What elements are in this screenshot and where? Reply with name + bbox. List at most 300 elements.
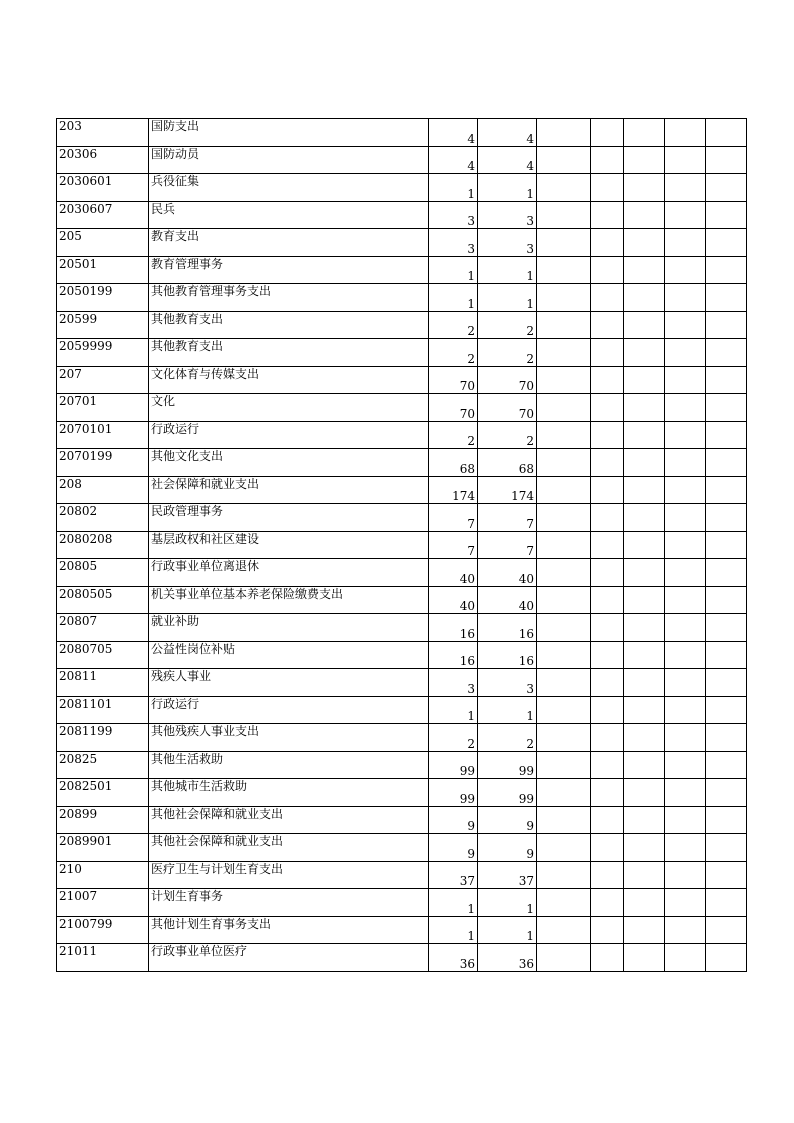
total-amount-cell: 1: [429, 284, 478, 312]
subject-code-cell: 2080208: [57, 531, 149, 559]
empty-cell: [624, 751, 665, 779]
total-amount-cell: 1: [429, 256, 478, 284]
empty-cell: [665, 779, 706, 807]
empty-cell: [624, 531, 665, 559]
total-amount-cell: 40: [429, 586, 478, 614]
subject-name-cell: 社会保障和就业支出: [149, 476, 429, 504]
subject-name-cell: 其他教育管理事务支出: [149, 284, 429, 312]
empty-cell: [591, 284, 624, 312]
table-row: [57, 641, 747, 669]
budget-expenditure-table: [56, 118, 747, 972]
empty-cell: [706, 779, 747, 807]
subject-code-cell: 203: [57, 119, 149, 147]
subject-code-cell: 2082501: [57, 779, 149, 807]
empty-cell: [591, 559, 624, 587]
empty-cell: [665, 256, 706, 284]
empty-cell: [665, 311, 706, 339]
empty-cell: [537, 724, 591, 752]
total-amount-cell: 7: [429, 504, 478, 532]
total-amount-cell: 70: [429, 366, 478, 394]
empty-cell: [624, 669, 665, 697]
subject-code-cell: 2030607: [57, 201, 149, 229]
fiscal-amount-cell: 9: [478, 834, 537, 862]
empty-cell: [624, 366, 665, 394]
empty-cell: [624, 256, 665, 284]
empty-cell: [665, 339, 706, 367]
empty-cell: [665, 889, 706, 917]
table-row: [57, 421, 747, 449]
empty-cell: [537, 916, 591, 944]
empty-cell: [537, 641, 591, 669]
total-amount-cell: 16: [429, 641, 478, 669]
empty-cell: [537, 256, 591, 284]
subject-code-cell: 2100799: [57, 916, 149, 944]
empty-cell: [591, 916, 624, 944]
subject-code-cell: 20501: [57, 256, 149, 284]
empty-cell: [591, 861, 624, 889]
empty-cell: [591, 174, 624, 202]
total-amount-cell: 1: [429, 889, 478, 917]
empty-cell: [706, 119, 747, 147]
empty-cell: [537, 751, 591, 779]
empty-cell: [537, 944, 591, 972]
fiscal-amount-cell: 2: [478, 724, 537, 752]
empty-cell: [665, 449, 706, 477]
empty-cell: [624, 559, 665, 587]
empty-cell: [665, 724, 706, 752]
empty-cell: [591, 669, 624, 697]
subject-code-cell: 208: [57, 476, 149, 504]
empty-cell: [537, 339, 591, 367]
table-row: [57, 146, 747, 174]
table-row: [57, 339, 747, 367]
subject-name-cell: 其他生活救助: [149, 751, 429, 779]
total-amount-cell: 3: [429, 201, 478, 229]
empty-cell: [537, 449, 591, 477]
table-row: [57, 889, 747, 917]
empty-cell: [624, 834, 665, 862]
empty-cell: [537, 174, 591, 202]
total-amount-cell: 37: [429, 861, 478, 889]
empty-cell: [665, 944, 706, 972]
empty-cell: [665, 146, 706, 174]
empty-cell: [665, 559, 706, 587]
subject-name-cell: 就业补助: [149, 614, 429, 642]
empty-cell: [537, 669, 591, 697]
empty-cell: [537, 476, 591, 504]
empty-cell: [706, 586, 747, 614]
subject-name-cell: 其他教育支出: [149, 311, 429, 339]
empty-cell: [537, 504, 591, 532]
subject-code-cell: 21007: [57, 889, 149, 917]
subject-name-cell: 教育管理事务: [149, 256, 429, 284]
empty-cell: [591, 366, 624, 394]
empty-cell: [537, 394, 591, 422]
empty-cell: [665, 641, 706, 669]
subject-name-cell: 残疾人事业: [149, 669, 429, 697]
table-row: [57, 916, 747, 944]
fiscal-amount-cell: 1: [478, 889, 537, 917]
fiscal-amount-cell: 70: [478, 366, 537, 394]
empty-cell: [665, 421, 706, 449]
table-body: [57, 119, 747, 972]
subject-code-cell: 205: [57, 229, 149, 257]
empty-cell: [624, 311, 665, 339]
total-amount-cell: 9: [429, 806, 478, 834]
empty-cell: [591, 311, 624, 339]
table-row: [57, 724, 747, 752]
empty-cell: [591, 449, 624, 477]
fiscal-amount-cell: 16: [478, 614, 537, 642]
fiscal-amount-cell: 99: [478, 751, 537, 779]
empty-cell: [537, 421, 591, 449]
empty-cell: [537, 586, 591, 614]
empty-cell: [591, 146, 624, 174]
subject-code-cell: 20811: [57, 669, 149, 697]
fiscal-amount-cell: 3: [478, 229, 537, 257]
total-amount-cell: 99: [429, 751, 478, 779]
subject-code-cell: 2070101: [57, 421, 149, 449]
subject-name-cell: 教育支出: [149, 229, 429, 257]
fiscal-amount-cell: 99: [478, 779, 537, 807]
empty-cell: [706, 421, 747, 449]
table-row: [57, 476, 747, 504]
empty-cell: [665, 119, 706, 147]
total-amount-cell: 2: [429, 724, 478, 752]
empty-cell: [591, 256, 624, 284]
table-row: [57, 669, 747, 697]
subject-name-cell: 其他教育支出: [149, 339, 429, 367]
fiscal-amount-cell: 1: [478, 284, 537, 312]
table-row: [57, 559, 747, 587]
subject-name-cell: 医疗卫生与计划生育支出: [149, 861, 429, 889]
subject-code-cell: 20599: [57, 311, 149, 339]
subject-name-cell: 国防支出: [149, 119, 429, 147]
empty-cell: [706, 174, 747, 202]
empty-cell: [706, 834, 747, 862]
total-amount-cell: 4: [429, 146, 478, 174]
empty-cell: [624, 476, 665, 504]
empty-cell: [706, 751, 747, 779]
empty-cell: [624, 229, 665, 257]
empty-cell: [624, 146, 665, 174]
subject-code-cell: 210: [57, 861, 149, 889]
empty-cell: [591, 696, 624, 724]
empty-cell: [624, 504, 665, 532]
empty-cell: [624, 916, 665, 944]
fiscal-amount-cell: 3: [478, 201, 537, 229]
fiscal-amount-cell: 2: [478, 421, 537, 449]
empty-cell: [624, 944, 665, 972]
subject-name-cell: 其他社会保障和就业支出: [149, 834, 429, 862]
subject-name-cell: 其他城市生活救助: [149, 779, 429, 807]
empty-cell: [665, 751, 706, 779]
table-row: [57, 449, 747, 477]
subject-code-cell: 2080705: [57, 641, 149, 669]
total-amount-cell: 9: [429, 834, 478, 862]
table-row: [57, 531, 747, 559]
total-amount-cell: 174: [429, 476, 478, 504]
empty-cell: [624, 586, 665, 614]
empty-cell: [591, 641, 624, 669]
empty-cell: [591, 339, 624, 367]
fiscal-amount-cell: 7: [478, 531, 537, 559]
subject-name-cell: 其他计划生育事务支出: [149, 916, 429, 944]
fiscal-amount-cell: 174: [478, 476, 537, 504]
table-row: [57, 174, 747, 202]
empty-cell: [665, 284, 706, 312]
table-row: [57, 614, 747, 642]
empty-cell: [624, 724, 665, 752]
total-amount-cell: 2: [429, 421, 478, 449]
table-row: [57, 229, 747, 257]
empty-cell: [591, 476, 624, 504]
subject-name-cell: 行政事业单位离退休: [149, 559, 429, 587]
subject-name-cell: 公益性岗位补贴: [149, 641, 429, 669]
table-row: [57, 751, 747, 779]
total-amount-cell: 3: [429, 229, 478, 257]
table-row: [57, 586, 747, 614]
empty-cell: [706, 366, 747, 394]
fiscal-amount-cell: 9: [478, 806, 537, 834]
total-amount-cell: 1: [429, 916, 478, 944]
empty-cell: [665, 201, 706, 229]
empty-cell: [591, 586, 624, 614]
empty-cell: [537, 889, 591, 917]
empty-cell: [624, 284, 665, 312]
subject-name-cell: 行政事业单位医疗: [149, 944, 429, 972]
empty-cell: [665, 366, 706, 394]
empty-cell: [624, 696, 665, 724]
table-row: [57, 366, 747, 394]
subject-code-cell: 2081199: [57, 724, 149, 752]
subject-name-cell: 其他社会保障和就业支出: [149, 806, 429, 834]
subject-code-cell: 20825: [57, 751, 149, 779]
total-amount-cell: 70: [429, 394, 478, 422]
empty-cell: [706, 944, 747, 972]
empty-cell: [665, 806, 706, 834]
empty-cell: [706, 669, 747, 697]
table-row: [57, 284, 747, 312]
total-amount-cell: 68: [429, 449, 478, 477]
subject-code-cell: 20306: [57, 146, 149, 174]
subject-code-cell: 2030601: [57, 174, 149, 202]
table-row: [57, 311, 747, 339]
empty-cell: [706, 201, 747, 229]
empty-cell: [591, 779, 624, 807]
total-amount-cell: 40: [429, 559, 478, 587]
fiscal-amount-cell: 68: [478, 449, 537, 477]
fiscal-amount-cell: 40: [478, 559, 537, 587]
fiscal-amount-cell: 2: [478, 311, 537, 339]
total-amount-cell: 99: [429, 779, 478, 807]
empty-cell: [624, 806, 665, 834]
empty-cell: [706, 229, 747, 257]
fiscal-amount-cell: 4: [478, 146, 537, 174]
fiscal-amount-cell: 2: [478, 339, 537, 367]
empty-cell: [706, 394, 747, 422]
empty-cell: [665, 916, 706, 944]
empty-cell: [706, 641, 747, 669]
empty-cell: [665, 614, 706, 642]
empty-cell: [624, 641, 665, 669]
empty-cell: [706, 614, 747, 642]
empty-cell: [706, 311, 747, 339]
table-row: [57, 806, 747, 834]
fiscal-amount-cell: 1: [478, 256, 537, 284]
total-amount-cell: 4: [429, 119, 478, 147]
empty-cell: [537, 559, 591, 587]
empty-cell: [537, 834, 591, 862]
empty-cell: [706, 806, 747, 834]
empty-cell: [624, 614, 665, 642]
fiscal-amount-cell: 7: [478, 504, 537, 532]
fiscal-amount-cell: 40: [478, 586, 537, 614]
empty-cell: [537, 284, 591, 312]
empty-cell: [624, 421, 665, 449]
empty-cell: [591, 889, 624, 917]
subject-code-cell: 20805: [57, 559, 149, 587]
empty-cell: [537, 146, 591, 174]
empty-cell: [537, 119, 591, 147]
subject-name-cell: 文化体育与传媒支出: [149, 366, 429, 394]
subject-name-cell: 民政管理事务: [149, 504, 429, 532]
empty-cell: [624, 339, 665, 367]
empty-cell: [537, 696, 591, 724]
table-row: [57, 201, 747, 229]
fiscal-amount-cell: 36: [478, 944, 537, 972]
empty-cell: [591, 806, 624, 834]
empty-cell: [591, 944, 624, 972]
total-amount-cell: 1: [429, 696, 478, 724]
empty-cell: [591, 119, 624, 147]
empty-cell: [537, 614, 591, 642]
fiscal-amount-cell: 4: [478, 119, 537, 147]
table-row: [57, 696, 747, 724]
subject-code-cell: 2081101: [57, 696, 149, 724]
empty-cell: [624, 201, 665, 229]
subject-code-cell: 20802: [57, 504, 149, 532]
empty-cell: [665, 504, 706, 532]
subject-name-cell: 兵役征集: [149, 174, 429, 202]
empty-cell: [591, 421, 624, 449]
subject-code-cell: 2089901: [57, 834, 149, 862]
empty-cell: [665, 586, 706, 614]
empty-cell: [706, 476, 747, 504]
total-amount-cell: 2: [429, 311, 478, 339]
empty-cell: [706, 284, 747, 312]
table-row: [57, 779, 747, 807]
empty-cell: [591, 394, 624, 422]
empty-cell: [591, 531, 624, 559]
subject-name-cell: 行政运行: [149, 696, 429, 724]
fiscal-amount-cell: 1: [478, 696, 537, 724]
empty-cell: [706, 916, 747, 944]
subject-code-cell: 21011: [57, 944, 149, 972]
fiscal-amount-cell: 70: [478, 394, 537, 422]
empty-cell: [706, 531, 747, 559]
table-row: [57, 834, 747, 862]
subject-name-cell: 机关事业单位基本养老保险缴费支出: [149, 586, 429, 614]
subject-code-cell: 2050199: [57, 284, 149, 312]
subject-code-cell: 20701: [57, 394, 149, 422]
empty-cell: [537, 531, 591, 559]
total-amount-cell: 3: [429, 669, 478, 697]
subject-name-cell: 其他文化支出: [149, 449, 429, 477]
empty-cell: [665, 669, 706, 697]
empty-cell: [624, 174, 665, 202]
table-row: [57, 861, 747, 889]
subject-code-cell: 20899: [57, 806, 149, 834]
empty-cell: [537, 229, 591, 257]
table-row: [57, 394, 747, 422]
empty-cell: [706, 504, 747, 532]
empty-cell: [665, 229, 706, 257]
empty-cell: [624, 119, 665, 147]
empty-cell: [591, 229, 624, 257]
empty-cell: [665, 696, 706, 724]
empty-cell: [706, 889, 747, 917]
subject-name-cell: 民兵: [149, 201, 429, 229]
total-amount-cell: 36: [429, 944, 478, 972]
empty-cell: [591, 504, 624, 532]
fiscal-amount-cell: 1: [478, 916, 537, 944]
subject-code-cell: 2070199: [57, 449, 149, 477]
subject-name-cell: 行政运行: [149, 421, 429, 449]
fiscal-amount-cell: 1: [478, 174, 537, 202]
total-amount-cell: 1: [429, 174, 478, 202]
empty-cell: [537, 806, 591, 834]
empty-cell: [706, 146, 747, 174]
table-row: [57, 256, 747, 284]
subject-name-cell: 计划生育事务: [149, 889, 429, 917]
empty-cell: [706, 861, 747, 889]
total-amount-cell: 7: [429, 531, 478, 559]
table-row: [57, 504, 747, 532]
empty-cell: [537, 861, 591, 889]
empty-cell: [706, 559, 747, 587]
table-row: [57, 944, 747, 972]
empty-cell: [706, 449, 747, 477]
empty-cell: [537, 779, 591, 807]
total-amount-cell: 2: [429, 339, 478, 367]
subject-code-cell: 2080505: [57, 586, 149, 614]
empty-cell: [624, 449, 665, 477]
empty-cell: [665, 861, 706, 889]
empty-cell: [624, 861, 665, 889]
empty-cell: [624, 889, 665, 917]
fiscal-amount-cell: 16: [478, 641, 537, 669]
subject-code-cell: 207: [57, 366, 149, 394]
empty-cell: [591, 751, 624, 779]
empty-cell: [665, 834, 706, 862]
subject-name-cell: 其他残疾人事业支出: [149, 724, 429, 752]
subject-code-cell: 20807: [57, 614, 149, 642]
table-row: [57, 119, 747, 147]
empty-cell: [706, 256, 747, 284]
empty-cell: [624, 779, 665, 807]
empty-cell: [591, 724, 624, 752]
empty-cell: [706, 339, 747, 367]
empty-cell: [706, 724, 747, 752]
subject-name-cell: 基层政权和社区建设: [149, 531, 429, 559]
empty-cell: [624, 394, 665, 422]
subject-name-cell: 文化: [149, 394, 429, 422]
empty-cell: [591, 834, 624, 862]
subject-name-cell: 国防动员: [149, 146, 429, 174]
empty-cell: [537, 366, 591, 394]
empty-cell: [537, 311, 591, 339]
